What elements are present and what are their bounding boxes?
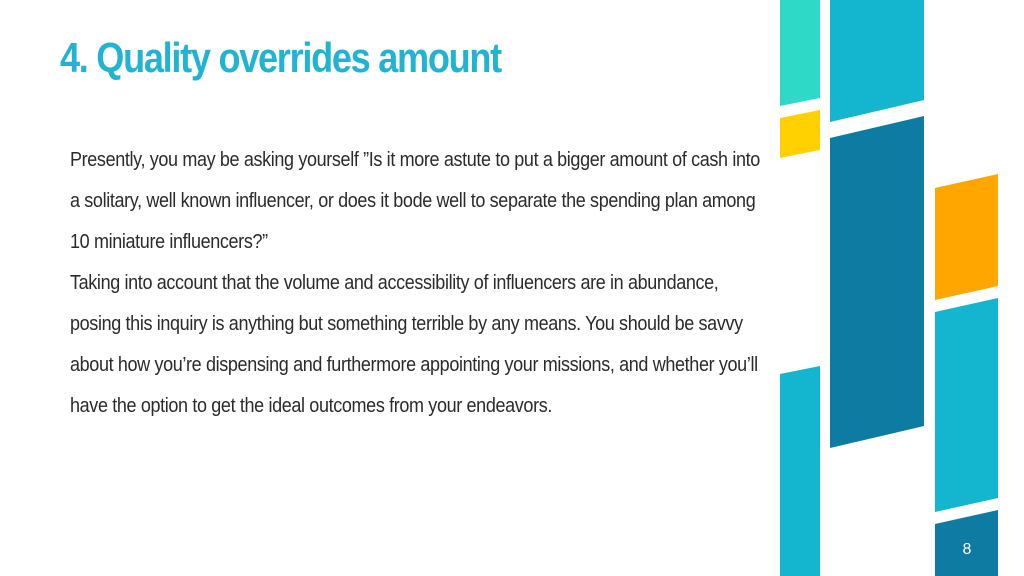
deco-bar-orange xyxy=(935,174,998,300)
deco-bar-cyan-right xyxy=(935,298,998,512)
deco-bar-cyan-bottom-left xyxy=(780,366,820,576)
slide-title: 4. Quality overrides amount xyxy=(60,34,501,81)
deco-bar-cyan-top xyxy=(830,0,924,122)
page-number: 8 xyxy=(962,541,972,558)
body-paragraph-2: Taking into account that the volume and accessibility of influencers are in abundance, posing this inquiry is anything but something terrible by any means. You should be savvy about how you’re dispensing and furthermore appointing your missions, and whether you’ll have the option to get the ideal outcomes from your endeavors. xyxy=(70,272,758,417)
deco-bar-teal xyxy=(780,0,820,106)
body-paragraph-1: Presently, you may be asking yourself ”Is it more astute to put a bigger amount of cash into a solitary, well known influencer, or does it bode well to separate the spending plan among 10 miniature influencers?” xyxy=(70,149,760,253)
deco-bar-dark-blue xyxy=(830,116,924,448)
deco-bar-yellow xyxy=(780,110,820,158)
